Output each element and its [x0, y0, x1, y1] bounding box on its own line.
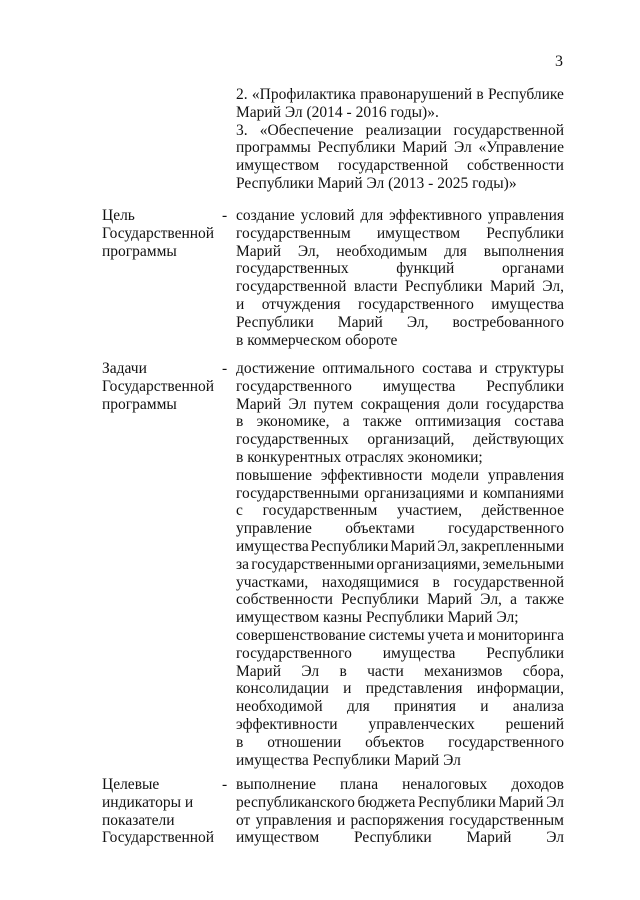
section-text-line: консолидации и представления информации, — [236, 680, 564, 698]
section-text-line: повышение эффективности модели управления — [236, 466, 564, 484]
section-label — [102, 207, 222, 260]
section-text-line: собственности Республики Марий Эл, а также — [236, 591, 564, 609]
section-text-line: государственных организаций, действующих — [236, 431, 564, 449]
section-label-line: программы — [102, 242, 177, 260]
intro-line: имуществом государственной собственности — [236, 157, 564, 175]
section-text-line: совершенствование системы учета и мониторинга — [236, 626, 564, 644]
section-label-line: Целевые — [102, 776, 160, 793]
section-text-line: государственными организациями и компаниями — [236, 484, 564, 502]
section-text-line: имущества Республики Марий Эл, закрепленными — [236, 537, 564, 555]
section-text-line: государственных функций органами — [236, 260, 564, 278]
intro-line: программы Республики Марий Эл «Управление — [236, 139, 564, 157]
section-text-line: имуществом казны Республики Марий Эл; — [236, 609, 519, 627]
section-text-line: Республики Марий Эл, востребованного — [236, 313, 564, 331]
section-text-line: государственным имуществом Республики — [236, 224, 564, 242]
section-text-line: имущества Республики Марий Эл — [236, 751, 461, 769]
section-label-line: Задачи — [102, 360, 147, 377]
intro-block — [236, 86, 564, 193]
section-text — [236, 776, 564, 847]
intro-line: 2. «Профилактика правонарушений в Республике — [236, 86, 564, 103]
section-text-line: в коммерческом обороте — [236, 331, 398, 349]
intro-line: 3. «Обеспечение реализации государственной — [236, 121, 564, 139]
intro-line: Марий Эл (2014 - 2016 годы)». — [236, 103, 439, 121]
section-label — [102, 360, 222, 413]
section-text — [236, 360, 564, 769]
section-text-line: создание условий для эффективного управления — [236, 207, 564, 224]
section-text-line: в конкурентных отраслях экономики; — [236, 448, 483, 466]
section-text-line: Марий Эл путем сокращения доли государства — [236, 395, 564, 413]
section-dash: - — [222, 207, 228, 224]
section-text-line: имуществом Республики Марий Эл — [236, 829, 564, 847]
section-text-line: Марий Эл в части механизмов сбора, — [236, 662, 564, 680]
section-text-line: с государственным участием, действенное — [236, 502, 564, 520]
section-text-line: и отчуждения государственного имущества — [236, 295, 564, 313]
section-label-line: Государственной — [102, 377, 215, 395]
section-dash: - — [222, 776, 228, 793]
section-label-line: индикаторы и — [102, 793, 194, 811]
section-label-line: показатели — [102, 811, 175, 829]
section-text-line: управление объектами государственного — [236, 520, 564, 538]
section-text-line: в экономике, а также оптимизация состава — [236, 413, 564, 431]
section-text-line: выполнение плана неналоговых доходов — [236, 776, 564, 793]
section-text-line: достижение оптимального состава и структуры — [236, 360, 564, 377]
section-label-line: Государственной — [102, 224, 215, 242]
section-text-line: за государственными организациями, земельными — [236, 555, 564, 573]
page-number: 3 — [555, 53, 563, 70]
section-label-line: Государственной — [102, 829, 215, 847]
section-text-line: государственного имущества Республики — [236, 377, 564, 395]
section-text-line: необходимой для принятия и анализа — [236, 698, 564, 716]
section-text-line: в отношении объектов государственного — [236, 733, 564, 751]
section-text-line: участками, находящимися в государственной — [236, 573, 564, 591]
section-dash: - — [222, 360, 228, 377]
section-text-line: эффективности управленческих решений — [236, 715, 564, 733]
section-text-line: государственной власти Республики Марий Эл, — [236, 278, 564, 296]
section-label — [102, 776, 222, 847]
section-text-line: от управления и распоряжения государственным — [236, 811, 564, 829]
intro-line: Республики Марий Эл (2013 - 2025 годы)» — [236, 174, 517, 192]
section-text-line: республиканского бюджета Республики Марий Эл — [236, 793, 564, 811]
section-text — [236, 207, 564, 349]
section-text-line: Марий Эл, необходимым для выполнения — [236, 242, 564, 260]
section-label-line: программы — [102, 395, 177, 413]
section-label-line: Цель — [102, 207, 135, 224]
section-text-line: государственного имущества Республики — [236, 644, 564, 662]
